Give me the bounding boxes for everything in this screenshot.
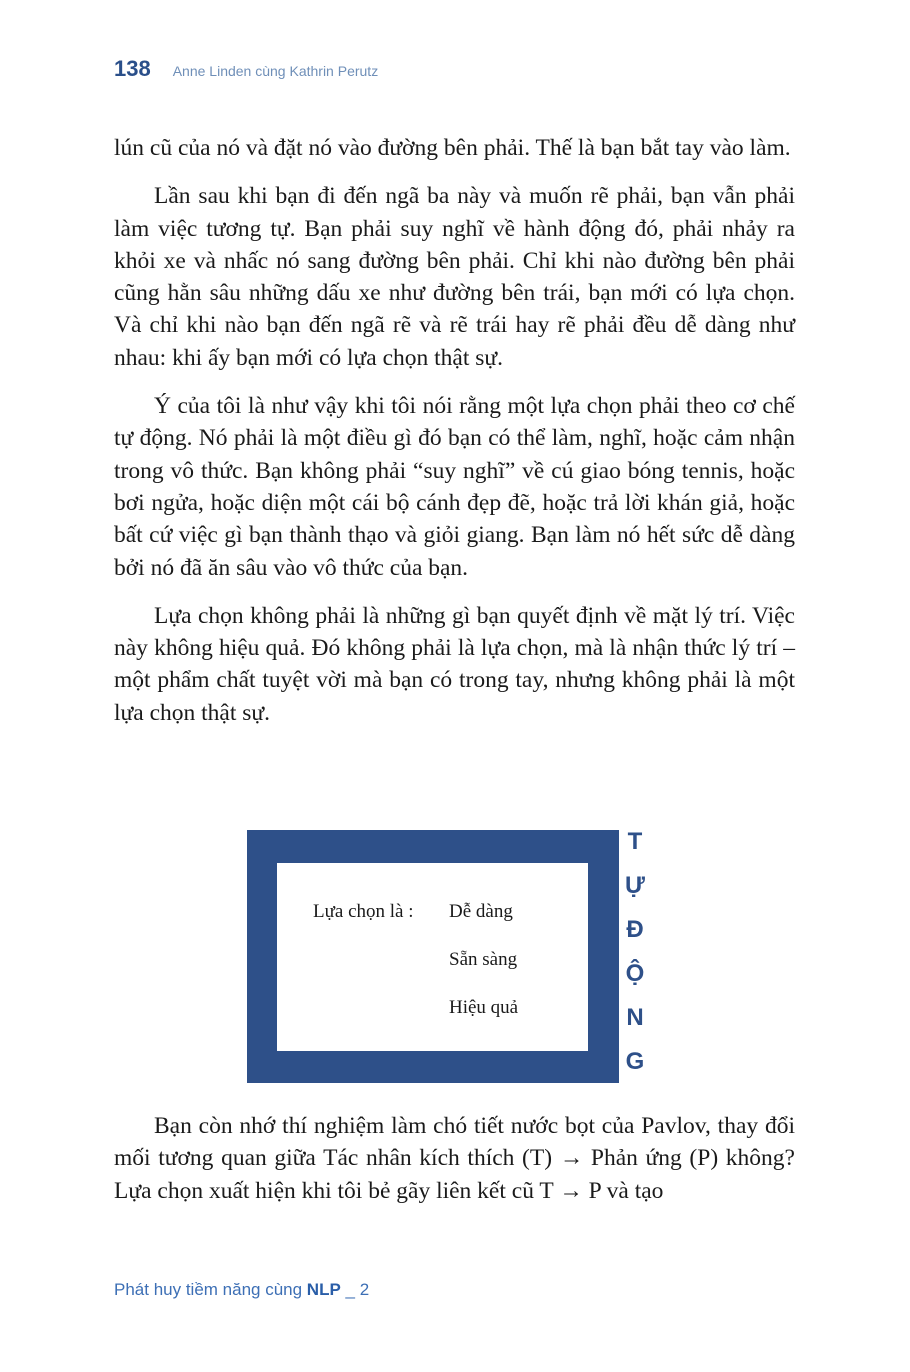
page-header xyxy=(114,56,378,82)
vertical-letter: T xyxy=(627,828,643,855)
vertical-letter: Đ xyxy=(626,916,644,943)
page-footer xyxy=(114,1280,369,1300)
footer-prefix: Phát huy tiềm năng cùng xyxy=(114,1280,307,1299)
body-text-continued xyxy=(114,1110,795,1223)
paragraph-4: Lựa chọn không phải là những gì bạn quyết định về mặt lý trí. Việc này không hiệu quả. Đó không phải là lựa chọn, mà là nhận thức lý trí – một phẩm chất tuyệt vời mà bạn có trong tay, nhưng không phải là một lựa chọn thật sự. xyxy=(114,602,795,726)
diagram-item-easy: Dễ dàng xyxy=(449,901,513,922)
footer-suffix: _ 2 xyxy=(340,1280,370,1299)
running-head: Anne Linden cùng Kathrin Perutz xyxy=(172,63,379,79)
page-number: 138 xyxy=(114,56,151,81)
body-text xyxy=(114,132,795,745)
diagram-item-effective: Hiệu quả xyxy=(449,997,519,1018)
choice-diagram-frame xyxy=(247,830,619,1083)
paragraph-2: Lần sau khi bạn đi đến ngã ba này và muốn rẽ phải, bạn vẫn phải làm việc tương tự. Bạn phải suy nghĩ về hành động đó, phải nhảy ra khỏi xe và nhấc nó sang đường bên phải. Chỉ khi nào đường bên phải cũng hằn sâu những dấu xe như đường bên trái, bạn mới có lựa chọn. Và chỉ khi nào bạn đến ngã rẽ và rẽ trái hay rẽ phải đều dễ dàng như nhau: khi ấy bạn mới có lựa chọn thật sự. xyxy=(114,183,795,371)
paragraph-5: Bạn còn nhớ thí nghiệm làm chó tiết nước bọt của Pavlov, thay đổi mối tương quan giữa Tác nhân kích thích (T) → Phản ứng (P) không? Lựa chọn xuất hiện khi tôi bẻ gãy liên kết cũ T → P và tạo xyxy=(114,1113,795,1204)
vertical-letter: Ự xyxy=(625,872,645,899)
vertical-letter: N xyxy=(626,1004,644,1031)
footer-brand: NLP xyxy=(306,1280,341,1299)
vertical-word-automatic xyxy=(625,826,645,1090)
vertical-letter: Ộ xyxy=(625,960,645,987)
paragraph-3: Ý của tôi là như vậy khi tôi nói rằng một lựa chọn phải theo cơ chế tự động. Nó phải là một điều gì đó bạn có thể làm, nghĩ, hoặc cảm nhận trong vô thức. Bạn không phải “suy nghĩ” về cú giao bóng tennis, hoặc bơi ngửa, hoặc diện một cái bộ cánh đẹp đẽ, hoặc trả lời khán giả, hoặc bất cứ việc gì bạn thành thạo và giỏi giang. Bạn làm nó hết sức dễ dàng bởi nó đã ăn sâu vào vô thức của bạn. xyxy=(114,393,795,581)
paragraph-1: lún cũ của nó và đặt nó vào đường bên phải. Thế là bạn bắt tay vào làm. xyxy=(114,135,791,161)
diagram-label: Lựa chọn là : xyxy=(313,901,414,922)
vertical-letter: G xyxy=(625,1048,645,1075)
diagram-item-ready: Sẵn sàng xyxy=(449,949,518,970)
choice-diagram-panel xyxy=(277,863,588,1051)
